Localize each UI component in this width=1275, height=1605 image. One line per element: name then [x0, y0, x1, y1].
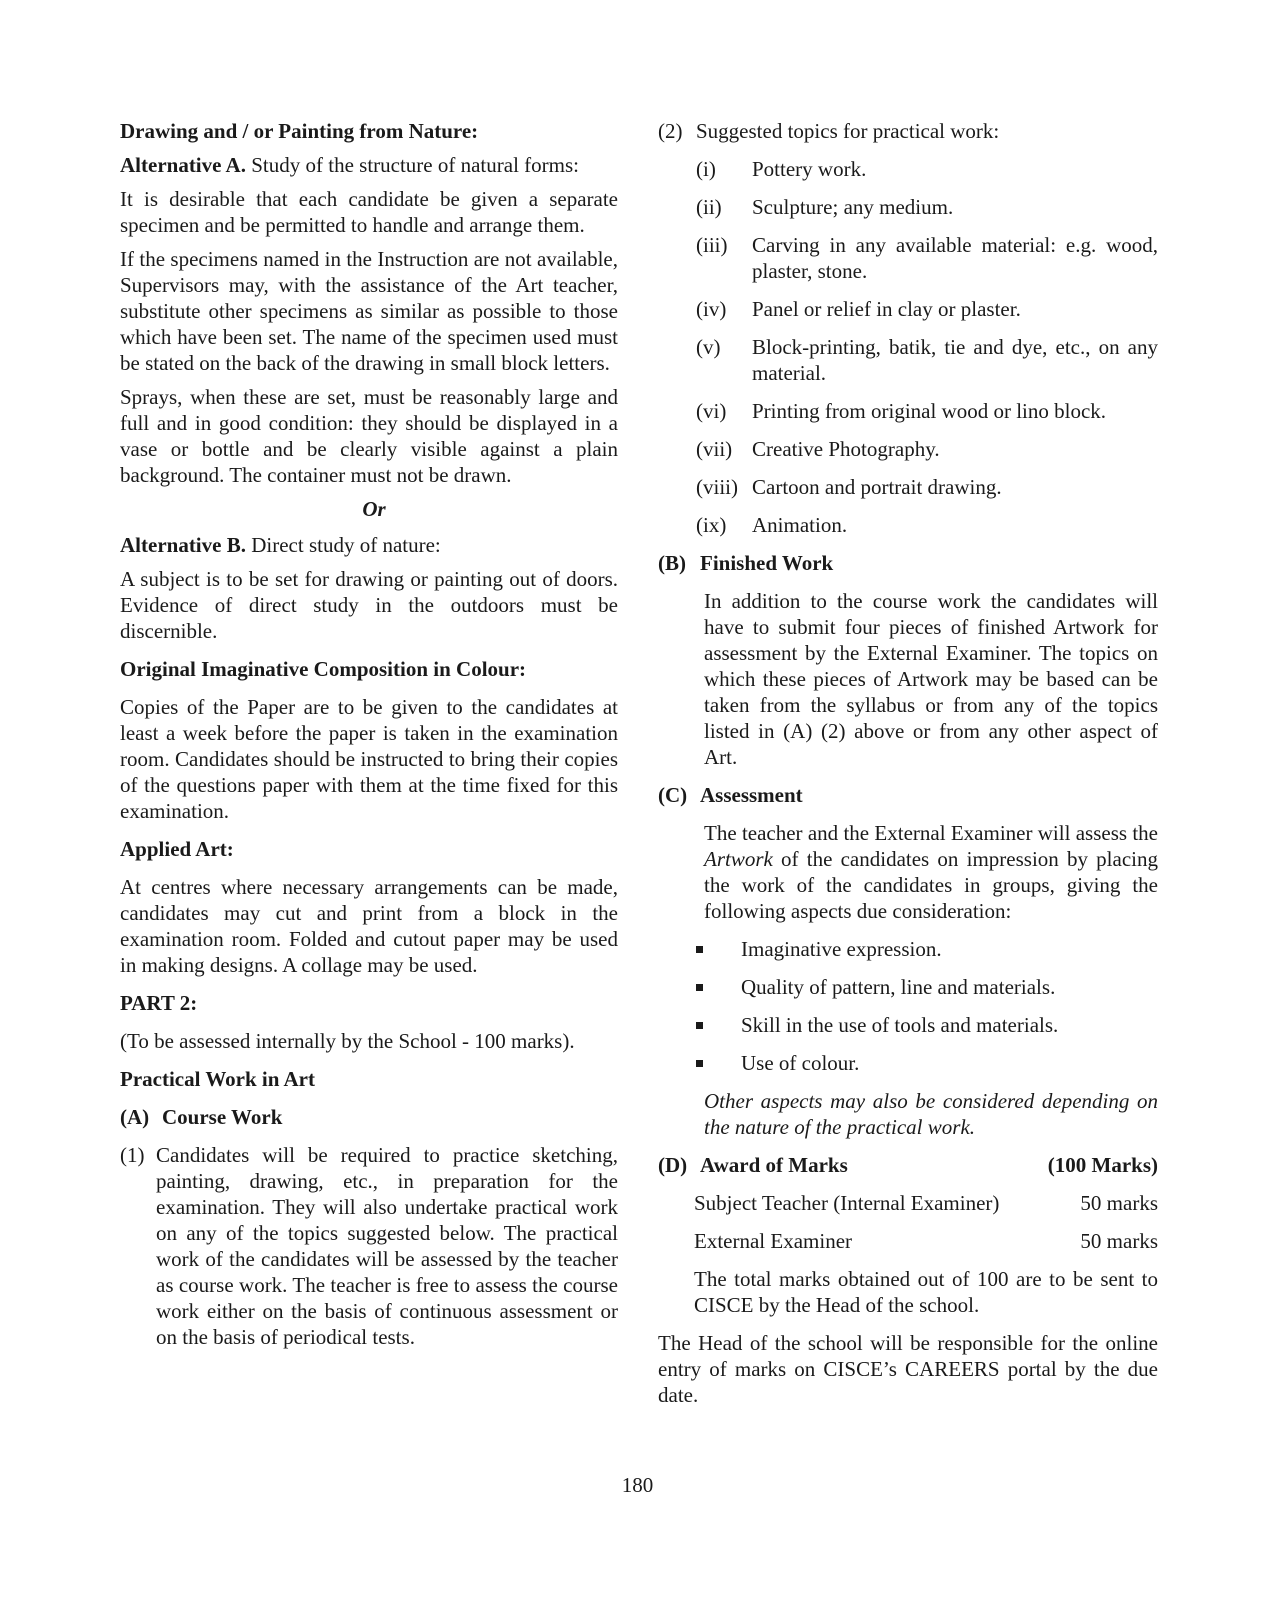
right-column [658, 118, 1158, 1408]
section-c-title: Assessment [700, 783, 803, 807]
topic-text: Animation. [752, 513, 848, 537]
aspect-text: Quality of pattern, line and materials. [741, 975, 1056, 999]
section-b-letter: (B) [658, 551, 686, 575]
topic-text: Cartoon and portrait drawing. [752, 475, 1002, 499]
topic-item [696, 398, 1158, 424]
heading-practical-work: Practical Work in Art [120, 1067, 315, 1091]
topic-number: (v) [696, 335, 721, 359]
alternative-b-label: Alternative B. [120, 533, 246, 557]
paragraph-sprays: Sprays, when these are set, must be reasonably large and full and in good condition: they should be displayed in a vase or bottle and be clearly visible against a plain background. The container must not be drawn. [120, 385, 618, 487]
alternative-a-label: Alternative A. [120, 153, 246, 177]
topic-text: Pottery work. [752, 157, 867, 181]
assessment-aspects-list [694, 936, 1158, 1076]
section-c-heading [658, 782, 1158, 808]
topic-text: Panel or relief in clay or plaster. [752, 297, 1021, 321]
aspect-text: Imaginative expression. [741, 937, 942, 961]
topic-number: (ii) [696, 195, 722, 219]
section-c-text-artwork: Artwork [704, 847, 773, 871]
award-row-label: Subject Teacher (Internal Examiner) [694, 1191, 1000, 1215]
section-a-letter: (A) [120, 1105, 150, 1129]
item-1-number: (1) [120, 1143, 145, 1167]
aspect-text: Skill in the use of tools and materials. [741, 1013, 1059, 1037]
award-row-marks: 50 marks [1080, 1191, 1158, 1215]
item-1-text: Candidates will be required to practice sketching, painting, drawing, etc., in preparation for the examination. They will also undertake practical work on any of the topics suggested below. The practical work of the candidates will be assessed by the teacher as course work. The teacher is free to assess the course work either on the basis of continuous assessment or on the basis of periodical tests. [156, 1143, 618, 1349]
square-bullet-icon [696, 1022, 703, 1029]
topic-item [696, 334, 1158, 386]
topic-number: (vi) [696, 399, 727, 423]
topic-number: (ix) [696, 513, 727, 537]
paragraph-copies: Copies of the Paper are to be given to the candidates at least a week before the paper is taken in the examination room. Candidates should be instructed to bring their copies of the questions paper with them at the time fixed for this examination. [120, 695, 618, 823]
heading-part-2: PART 2: [120, 991, 198, 1015]
topics-list [696, 156, 1158, 538]
section-d-title: Award of Marks [700, 1153, 848, 1177]
section-c-text-part2: of the candidates on impression by placing the work of the candidates in groups, giving the following aspects due consideration: [704, 847, 1158, 923]
aspect-text: Use of colour. [741, 1051, 860, 1075]
square-bullet-icon [696, 984, 703, 991]
left-column [120, 118, 618, 1350]
section-c-text-part1: The teacher and the External Examiner will assess the [704, 821, 1158, 845]
topic-number: (iv) [696, 297, 727, 321]
paragraph-centres: At centres where necessary arrangements can be made, candidates may cut and print from a block in the examination room. Folded and cutout paper may be used in making designs. A collage may be used. [120, 875, 618, 977]
award-row-marks: 50 marks [1080, 1229, 1158, 1253]
topic-item [696, 436, 1158, 462]
alternative-b-text: Direct study of nature: [245, 533, 441, 557]
section-c-text [704, 820, 1158, 924]
page-number: 180 [621, 1473, 654, 1497]
alternative-a [120, 152, 618, 178]
course-work-item-2 [658, 118, 1158, 144]
aspect-item [694, 1012, 1158, 1038]
final-paragraph: The Head of the school will be responsible for the online entry of marks on CISCE’s CAREERS portal by the due date. [658, 1331, 1158, 1407]
paragraph-specimen: It is desirable that each candidate be given a separate specimen and be permitted to handle and arrange them. [120, 187, 618, 237]
square-bullet-icon [696, 1060, 703, 1067]
paragraph-outdoors: A subject is to be set for drawing or painting out of doors. Evidence of direct study in the outdoors must be discernible. [120, 567, 618, 643]
topic-number: (i) [696, 157, 716, 181]
award-row-internal [694, 1190, 1158, 1216]
topic-item [696, 296, 1158, 322]
section-a-title: Course Work [162, 1105, 283, 1129]
paragraph-assessed-internally: (To be assessed internally by the School - 100 marks). [120, 1029, 575, 1053]
topic-text: Creative Photography. [752, 437, 940, 461]
topic-item [696, 512, 1158, 538]
section-d-text: The total marks obtained out of 100 are to be sent to CISCE by the Head of the school. [694, 1267, 1158, 1317]
alternative-b [120, 532, 618, 558]
topic-number: (viii) [696, 475, 738, 499]
section-d-total: (100 Marks) [1047, 1153, 1158, 1177]
award-row-label: External Examiner [694, 1229, 853, 1253]
aspect-item [694, 936, 1158, 962]
topic-item [696, 474, 1158, 500]
alternative-a-text: Study of the structure of natural forms: [245, 153, 579, 177]
topic-text: Printing from original wood or lino block. [752, 399, 1107, 423]
topic-number: (vii) [696, 437, 733, 461]
heading-imaginative-composition: Original Imaginative Composition in Colour: [120, 657, 527, 681]
section-b-heading [658, 550, 1158, 576]
section-c-letter: (C) [658, 783, 688, 807]
course-work-item-1 [120, 1142, 618, 1350]
heading-drawing-nature: Drawing and / or Painting from Nature: [120, 119, 479, 143]
square-bullet-icon [696, 946, 703, 953]
award-row-external [694, 1228, 1158, 1254]
paragraph-supervisors: If the specimens named in the Instruction are not available, Supervisors may, with the assistance of the Art teacher, substitute other specimens as similar as possible to those which have been set. The name of the specimen used must be stated on the back of the drawing in small block letters. [120, 247, 618, 375]
or-divider: Or [362, 497, 386, 521]
topic-item [696, 232, 1158, 284]
topic-item [696, 194, 1158, 220]
topic-text: Block-printing, batik, tie and dye, etc., on any material. [752, 335, 1158, 385]
section-b-text: In addition to the course work the candidates will have to submit four pieces of finished Artwork for assessment by the External Examiner. The topics on which these pieces of Artwork may be based can be taken from the syllabus or from any of the topics listed in (A) (2) above or from any other aspect of Art. [704, 589, 1158, 769]
section-c-note: Other aspects may also be considered depending on the nature of the practical work. [704, 1089, 1158, 1139]
aspect-item [694, 1050, 1158, 1076]
section-d-heading [658, 1152, 1158, 1178]
topic-text: Sculpture; any medium. [752, 195, 954, 219]
section-b-title: Finished Work [700, 551, 834, 575]
topic-item [696, 156, 1158, 182]
section-a-heading [120, 1104, 618, 1130]
item-2-text: Suggested topics for practical work: [696, 119, 1000, 143]
heading-applied-art: Applied Art: [120, 837, 234, 861]
item-2-number: (2) [658, 119, 683, 143]
aspect-item [694, 974, 1158, 1000]
topic-number: (iii) [696, 233, 728, 257]
section-d-letter: (D) [658, 1153, 688, 1177]
topic-text: Carving in any available material: e.g. wood, plaster, stone. [752, 233, 1158, 283]
